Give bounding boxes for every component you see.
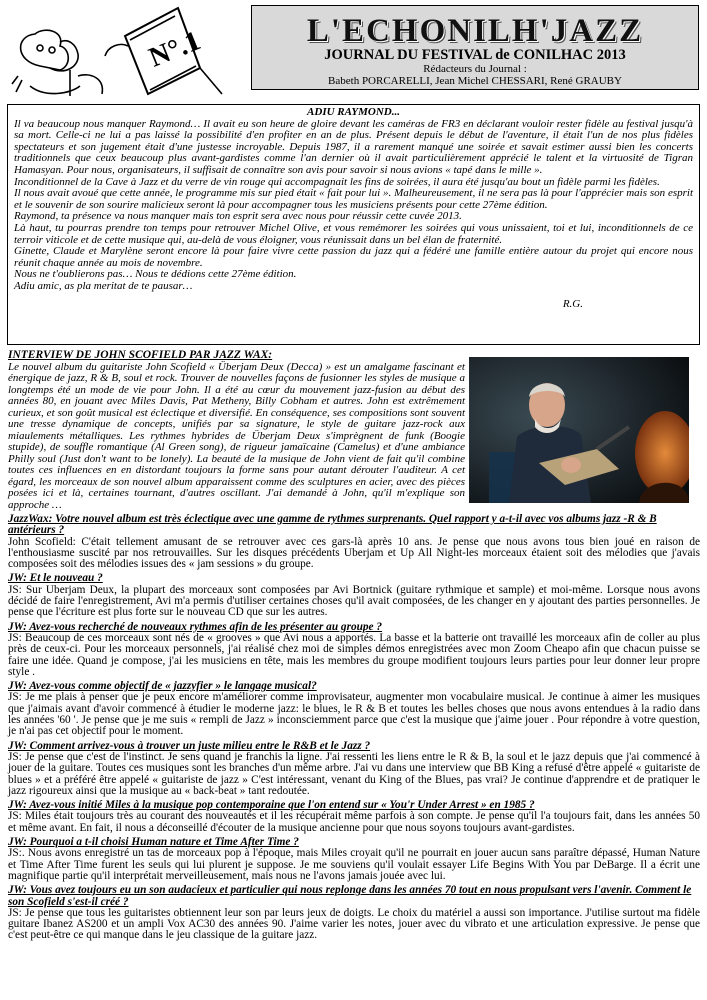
interview-question: JazzWax: Votre nouvel album est très éclectique avec une gamme de rythmes surprenants. Quel rapport y a-t-il avec vos albums jazz -R & B antérieurs ? — [8, 513, 657, 537]
interview-answer: John Scofield: C'était tellement amusant de se retrouver avec ces gars-là après 10 ans. Je pense que nous avons tous bien joué en raison de l'enthousiasme suscité par nos retrouvailles. Sur les disques précédents Uberjam et Up All Night-les morceaux étaient soit des mélodies que j'avais composées soit des mélodies issues des « jam sessions » du groupe. — [8, 535, 700, 571]
tribute-paragraph: Il va beaucoup nous manquer Raymond… Il avait eu son heure de gloire devant les caméras de FR3 en déclarant vouloir rester fidèle au festival jusqu'à sa mort. Celle-ci ne lui a pas laissé la possibilité d'en profiter en an de plus. Présent depuis le début de l'aventure, il était l'un de nos plus fidèles spectateurs et son jugement était d'une justesse incroyable. Depuis 1987, il a rarement manqué une soirée et savait estimer aussi bien les concerts traditionnels que ceux beaucoup plus avant-gardistes comme l'an dernier où il avait particulièrement apprécié le talent et la virtuosité de Tigran Hamasyan. Pour nous, organisateurs, il suffisait de connaître son avis pour savoir si nous avions « tapé dans le mille ». — [14, 117, 693, 176]
newspaper-title: L'ECHONILH'JAZZ — [306, 13, 644, 49]
interview-answer: JS: Je pense que c'est de l'instinct. Je sens quand je franchis la ligne. J'ai ressenti les liens entre le R & B, la soul et le jazz depuis que j'ai commencé à jouer de la guitare. Toutes ces musiques sont les branches d'un même arbre. J'ai vu dans une interview que BB King a refusé d'être appelé « guitariste de blues » et a préféré être appelé « guitariste de jazz » C'est intéressant, venant du King of the Blues, pas vrai? Je continue d'apprendre et de pratiquer le jazz rigoureux ainsi que la musique au « back-beat » tant redoutée. — [8, 750, 700, 797]
interview-answer: JS: Je pense que tous les guitaristes obtiennent leur son par leurs jeux de doigts. Le choix du matériel a aussi son importance. J'utilise surtout ma fidèle guitare Ibanez AS200 et un ampli Vox AC30 des années 90. J'aime varier les notes, jouer avec du vibrato et une articulation expressive. Je pense que c'est peut-être ce qui manque dans le jeu classique de la guitare jazz. — [8, 906, 700, 942]
editors-names: Babeth PORCARELLI, Jean Michel CHESSARI, René GRAUBY — [328, 75, 622, 87]
interview-question: JW: Avez-vous comme objectif de « jazzyfier » le langage musical? — [8, 680, 317, 693]
interview-answer: JS: Sur Uberjam Deux, la plupart des morceaux sont composées par Avi Bortnick (guitare rythmique et sample) et moi-même. Lorsque nous avons décidé de faire l'enregistrement, Avi m'a permis d'utiliser certaines choses qu'il avait composées, de les changer en y ajoutant des parties personnelles. Je pense que l'écriture est plus forte sur le nouveau CD que sur les autres. — [8, 583, 700, 619]
tribute-paragraph: Il nous avait avoué que cette année, le programme mis sur pied était « fait pour lui ». Malheureusement, il ne sera pas là pour l'apprécier mais son esprit et le souvenir de son sourire malicieux seront là pour accompagner tous les musiciens présents pour cette 27ème édition. — [14, 187, 693, 211]
tribute-paragraph: Adiu amic, as pla meritat de te pausar… — [14, 279, 193, 292]
interview-heading: INTERVIEW DE JOHN SCOFIELD PAR JAZZ WAX: — [8, 349, 273, 361]
interview-intro-text: Le nouvel album du guitariste John Scofield « Überjam Deux (Decca) » est un amalgame fascinant et énergique de jazz, R & B, soul et rock. Trouver de nouvelles façons de fusionner les styles de musique a longtemps été un mode de vie pour John. Il a été au cœur du mouvement jazz-fusion au début des années 80, en jouant avec Miles Davis, Pat Metheny, Billy Cobham et autres. John est extrêmement curieux, et son goût musical est éclectique et diversifié. En conséquence, ses compositions sont souvent une tresse dynamique de concepts, unifiés par sa signature, le style de guitare jazz-rock aux miaulements métalliques. Les rythmes hybrides de Überjam Deux s'imprègnent de funk (Boogie stupide), de souffle romantique (Al Green song), de rigueur jamaïcaine (Camelus) et d'une ambiance Philly soul (Just don't want to be lonely). La beauté de la musique de John vient de fait qu'il combine toutes ces influences en en distordant toujours la forme sans pour autant dérouter l'auditeur. A cet égard, les morceaux de son nouvel album apparaissent comme des sculptures en acier, avec des pièces posées ici et là, certaines tournant, d'autres oscillant. J'ai demandé à John, qu'il m'explique son approche … — [8, 360, 465, 511]
tribute-paragraph: Raymond, ta présence va nous manquer mais ton esprit sera avec nous pour réussir cette cuvée 2013. — [14, 210, 462, 223]
interview-question: JW: Pourquoi a t-il choisi Human nature et Time After Time ? — [8, 836, 299, 849]
tribute-paragraph: Inconditionnel de la Cave à Jazz et du verre de vin rouge qui accompagnait les fins de soirées, il aura été jusqu'au bout un fidèle parmi les fidèles. — [14, 175, 660, 188]
interview-answer: JS:. Nous avons enregistré un tas de morceaux pop à l'époque, mais Miles croyait qu'il ne pourrait en jouer aucun sans paraître dépassé, Human Nature et Time After Time furent les seuls qui lui plurent je suppose. Je me souviens qu'il voulait essayer Life Begins With You par DeBarge. Il a écrit une magnifique partie qu'il interprétait merveilleusement, mais nous ne l'avons jamais jouée avec lui. — [8, 847, 700, 882]
interview-question: JW: Comment arrivez-vous à trouver un juste milieu entre le R&B et le Jazz ? — [8, 739, 371, 752]
festival-mascot-logo — [10, 6, 235, 98]
tribute-signature: R.G. — [562, 297, 583, 310]
interview-intro — [8, 350, 465, 511]
issue-number: N°.1 — [144, 25, 205, 74]
tribute-box — [7, 104, 700, 345]
interview-answer: JS: Beaucoup de ces morceaux sont nés de « grooves » que Avi nous a apportés. La basse et la batterie ont travaillé les morceaux afin de coller au plus près de ceux-ci. Pour les morceaux personnels, j'ai réalisé chez moi de simples démos enregistrées avec mon Zoom Cheapo afin que chacun puisse se faire une idée. Quand je compose, j'ai les musiciens en tête, mais les membres du groupe modifient toujours leurs parties pour leur donner leur propre style . — [8, 631, 700, 678]
concert-photo — [469, 357, 689, 503]
interview-question: JW: Et le nouveau ? — [8, 572, 103, 585]
tribute-paragraph: Là haut, tu pourras prendre ton temps pour retrouver Michel Olive, et vous remémorer les soirées qui vous unissaient, toi et lui, inconditionnels de ce terroir viticole et de cette musique qui, au-delà de vous éloigner, vous réunissait dans un bel élan de fraternité. — [14, 221, 693, 246]
editors-label: Rédacteurs du Journal : — [423, 63, 527, 75]
interview-answer: JS: Miles était toujours très au courant des nouveautés et il les récupérait même parfois à son compte. Je pense qu'il l'a toujours fait, dans les années 50 et même avant. En fait, il nous a déconseillé d'écouter de la musique ancienne pour que nous soyons toujours avant-gardistes. — [8, 810, 700, 834]
tribute-paragraph: Ginette, Claude et Marylène seront encore là pour faire vivre cette passion du jazz qui a fédéré une famille entière autour du projet qui encore nous réunit chaque année au mois de novembre. — [14, 245, 693, 269]
interview-question: JW: Avez-vous initié Miles à la musique pop contemporaine que l'on entend sur « You'r Under Arrest » en 1985 ? — [8, 799, 535, 812]
tribute-paragraph: Nous ne t'oublierons pas… Nous te dédions cette 27ème édition. — [14, 268, 297, 281]
newspaper-subtitle: JOURNAL DU FESTIVAL de CONILHAC 2013 — [324, 47, 626, 63]
interview-question: JW: Avez-vous recherché de nouveaux rythmes afin de les présenter au groupe ? — [8, 620, 383, 633]
interview-question: JW: Vous avez toujours eu un son audacieux et particulier qui nous replonge dans les années 70 tout en nous propulsant vers l'avenir. Comment le son Scofield s'est-il créé ? — [8, 884, 692, 908]
interview-answer: JS: Je me plais à penser que je peux encore m'améliorer comme improvisateur, augmenter mon vocabulaire musical. Je continue à aimer les musiques que j'aimais avant d'avoir commencé à étudier le moderne jazz: le blues, le R & B et toutes les belles choses que nous avons entendues à la radio dans les années '60 '. Je pense que je me suis « rempli de Jazz » inconsciemment parce que c'est la musique que j'aime jouer . Pour répondre à votre question, je n'ai pas cet objectif pour le moment. — [8, 691, 700, 738]
interview-qa — [8, 514, 700, 945]
masthead — [251, 5, 699, 90]
tribute-heading: ADIU RAYMOND... — [307, 106, 400, 118]
